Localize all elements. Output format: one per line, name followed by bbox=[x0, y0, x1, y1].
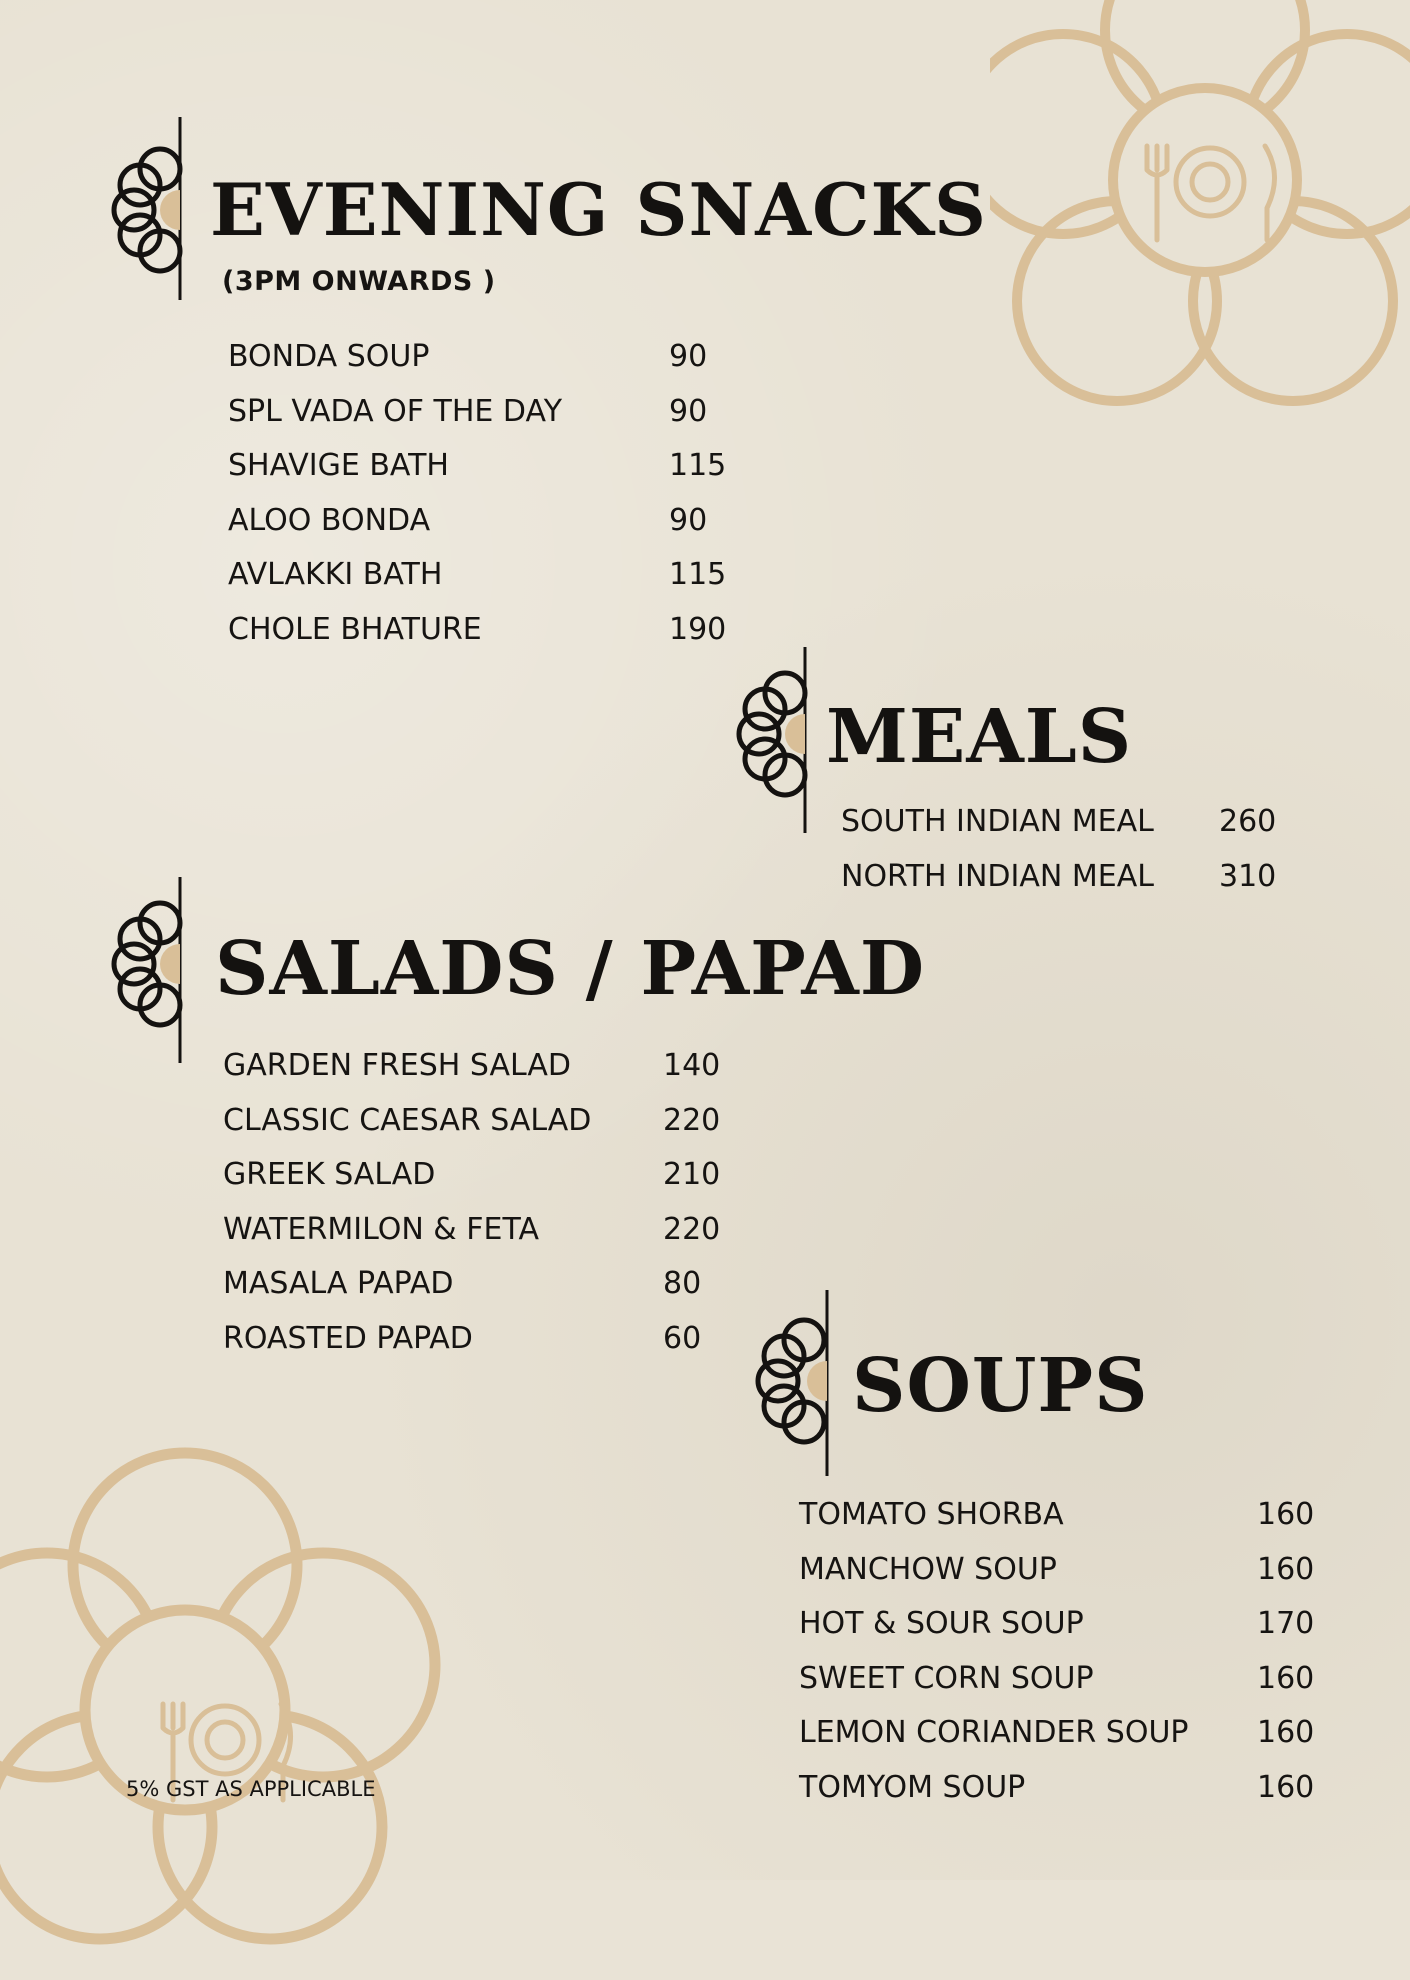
menu-item-price: 160 bbox=[1257, 1497, 1315, 1532]
half-flower-icon bbox=[110, 115, 190, 305]
soups-list bbox=[799, 1495, 1319, 1823]
menu-item-name: CHOLE BHATURE bbox=[228, 611, 482, 647]
menu-item-price: 90 bbox=[669, 339, 708, 374]
gst-note: 5% GST AS APPLICABLE bbox=[126, 1777, 376, 1801]
menu-item-name: SWEET CORN SOUP bbox=[799, 1660, 1094, 1696]
half-flower-icon bbox=[735, 645, 815, 835]
menu-item-price: 60 bbox=[663, 1320, 702, 1356]
menu-item bbox=[228, 501, 748, 556]
menu-item-name: NORTH INDIAN MEAL bbox=[841, 858, 1154, 894]
salads-papad-list bbox=[223, 1046, 743, 1374]
section-title-salads-papad: SALADS / PAPAD bbox=[215, 926, 925, 1012]
menu-item bbox=[799, 1713, 1319, 1768]
menu-item-name: ALOO BONDA bbox=[228, 502, 431, 538]
menu-item bbox=[799, 1550, 1319, 1605]
menu-item bbox=[228, 446, 748, 501]
menu-item bbox=[228, 555, 748, 610]
menu-item-name: CLASSIC CAESAR SALAD bbox=[223, 1102, 592, 1138]
menu-item-price: 80 bbox=[663, 1266, 702, 1302]
section-title-meals: MEALS bbox=[826, 694, 1133, 780]
menu-item-price: 115 bbox=[669, 448, 727, 484]
menu-item-name: MANCHOW SOUP bbox=[799, 1551, 1057, 1587]
menu-item-name: BONDA SOUP bbox=[228, 339, 430, 374]
menu-item-name: TOMYOM SOUP bbox=[799, 1769, 1026, 1805]
flower-plate-cutlery-icon bbox=[0, 1440, 455, 1980]
menu-item-name: SHAVIGE BATH bbox=[228, 448, 449, 484]
menu-item-price: 160 bbox=[1257, 1660, 1315, 1696]
menu-item bbox=[799, 1768, 1319, 1823]
menu-item-price: 90 bbox=[669, 393, 708, 429]
menu-item bbox=[223, 1319, 743, 1374]
menu-item bbox=[228, 337, 748, 392]
half-flower-icon bbox=[752, 1288, 832, 1478]
menu-item bbox=[228, 610, 748, 665]
section-title-evening-snacks: EVENING SNACKS bbox=[210, 167, 988, 252]
flower-plate-cutlery-icon bbox=[990, 0, 1410, 420]
menu-item-price: 260 bbox=[1219, 804, 1277, 839]
menu-item-name: HOT & SOUR SOUP bbox=[799, 1606, 1084, 1642]
menu-item bbox=[223, 1264, 743, 1319]
menu-item bbox=[223, 1046, 743, 1101]
menu-item-price: 160 bbox=[1257, 1769, 1315, 1805]
section-title-soups: SOUPS bbox=[852, 1343, 1149, 1429]
menu-item bbox=[223, 1155, 743, 1210]
menu-item-name: AVLAKKI BATH bbox=[228, 557, 443, 593]
menu-item-price: 190 bbox=[669, 611, 727, 647]
menu-item-price: 220 bbox=[663, 1211, 721, 1247]
menu-item-price: 170 bbox=[1257, 1606, 1315, 1642]
evening-snacks-list bbox=[228, 337, 748, 665]
meals-list bbox=[841, 802, 1291, 911]
menu-item-name: ROASTED PAPAD bbox=[223, 1320, 473, 1356]
menu-item bbox=[228, 392, 748, 447]
section-subtitle-evening-snacks: (3PM ONWARDS ) bbox=[222, 266, 496, 297]
menu-item-price: 160 bbox=[1257, 1551, 1315, 1587]
menu-item-name: WATERMILON & FETA bbox=[223, 1211, 539, 1247]
menu-item-name: SOUTH INDIAN MEAL bbox=[841, 804, 1154, 839]
menu-item-price: 140 bbox=[663, 1048, 721, 1083]
menu-item-name: LEMON CORIANDER SOUP bbox=[799, 1715, 1189, 1751]
menu-item-price: 115 bbox=[669, 557, 727, 593]
menu-item bbox=[841, 857, 1291, 912]
menu-item-name: TOMATO SHORBA bbox=[799, 1497, 1064, 1532]
menu-item-name: GARDEN FRESH SALAD bbox=[223, 1048, 571, 1083]
menu-item-name: MASALA PAPAD bbox=[223, 1266, 454, 1302]
menu-item-name: GREEK SALAD bbox=[223, 1157, 436, 1193]
menu-item bbox=[799, 1495, 1319, 1550]
half-flower-icon bbox=[110, 875, 190, 1065]
menu-item-price: 210 bbox=[663, 1157, 721, 1193]
menu-item bbox=[223, 1101, 743, 1156]
menu-item-price: 90 bbox=[669, 502, 708, 538]
menu-item-price: 220 bbox=[663, 1102, 721, 1138]
menu-item bbox=[799, 1604, 1319, 1659]
menu-item bbox=[841, 802, 1291, 857]
menu-item bbox=[799, 1659, 1319, 1714]
menu-item-price: 310 bbox=[1219, 858, 1277, 894]
menu-item-name: SPL VADA OF THE DAY bbox=[228, 393, 563, 429]
menu-item-price: 160 bbox=[1257, 1715, 1315, 1751]
menu-item bbox=[223, 1210, 743, 1265]
